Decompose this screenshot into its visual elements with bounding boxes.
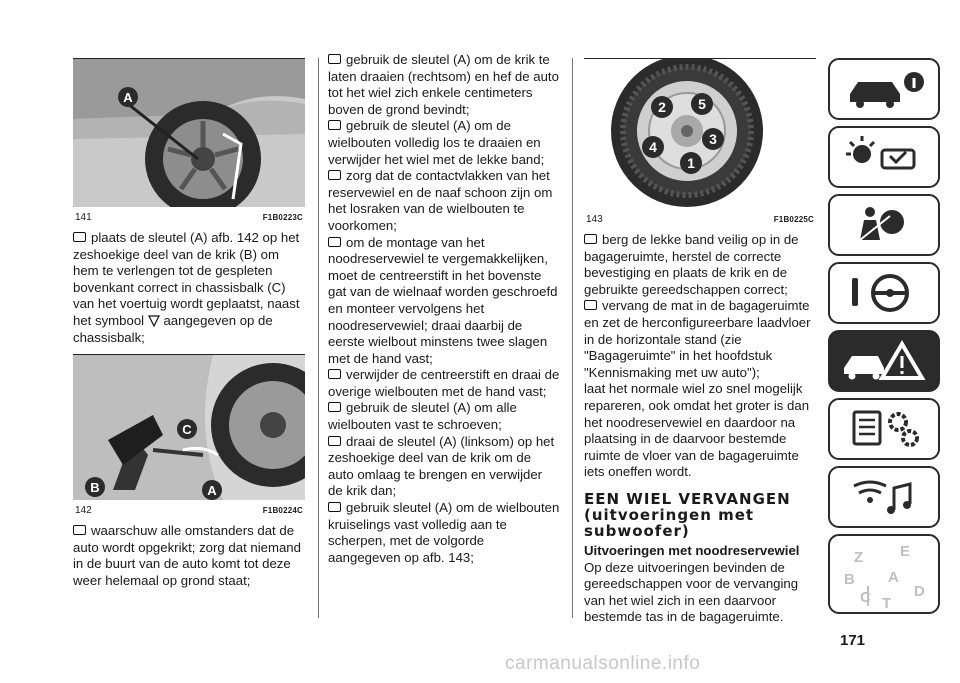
sidebar-tab-safety[interactable]	[828, 194, 940, 256]
paragraph-repair-wheel: laat het normale wiel zo snel mogelijk repareren, ook omdat het groter is dan het noodreservewiel en daardoor na plaatsing in de daarvoor bestemde ruimte de vloer van de bagageruimte iets oneffen wordt.	[584, 381, 810, 480]
airbag-safety-icon	[830, 196, 938, 254]
figure-label-a: A	[207, 483, 217, 499]
maintenance-icon	[830, 400, 938, 458]
index-letter: Z	[854, 549, 864, 566]
bullet-icon	[328, 402, 341, 412]
bullet-icon	[328, 502, 341, 512]
bullet-icon	[73, 232, 86, 242]
bullet-icon	[328, 436, 341, 446]
multimedia-icon	[830, 468, 938, 526]
figure-code: F1B0225C	[773, 215, 814, 224]
bullet-item	[328, 367, 560, 400]
index-letter: E	[900, 543, 911, 560]
figure-number: 143	[586, 214, 603, 225]
figure-label-1: 1	[687, 155, 695, 171]
bullet-item	[328, 500, 560, 566]
sidebar-tab-driving[interactable]	[828, 262, 940, 324]
bullet-text: berg de lekke band veilig op in de bagageruimte, herstel de correcte bevestiging en plaats de krik en de gebruikte gereedschappen correct;	[584, 232, 799, 297]
figure-143	[584, 58, 816, 209]
caption-141	[73, 207, 305, 224]
bullet-item	[328, 118, 560, 168]
figure-label-c: C	[182, 422, 192, 438]
figure-label-a: A	[123, 90, 133, 105]
emergency-triangle-icon	[830, 332, 938, 390]
text-jack-placement: plaats de sleutel (A) afb. 142 op het zeshoekige deel van de krik (B) om hem te verlengen tot de gespleten bovenkant correct in chassisbalk (C) van het voertuig wordt geplaatst, naast het symbool	[73, 230, 300, 328]
index-letter: B	[844, 571, 855, 588]
column-3	[584, 58, 816, 626]
figure-code: F1B0224C	[262, 506, 303, 516]
figure-number: 142	[75, 505, 92, 517]
bullet-text: gebruik de sleutel (A) om de krik te laten draaien (rechtsom) en hef de auto tot het wiel zich enkele centimeters boven de grond bevindt;	[328, 52, 559, 117]
figure-number: 141	[75, 212, 92, 223]
bullet-item	[328, 434, 560, 500]
sidebar-tab-multimedia[interactable]	[828, 466, 940, 528]
bullet-item	[328, 400, 560, 433]
column-divider	[318, 58, 319, 618]
column-1	[73, 58, 305, 590]
bullet-text: gebruik de sleutel (A) om de wielbouten volledig los te draaien en verwijder het wiel met de lekke band;	[328, 118, 545, 167]
bullet-item	[584, 298, 816, 381]
bullet-icon	[328, 369, 341, 379]
index-letter: A	[888, 569, 899, 586]
figure-label-3: 3	[709, 131, 717, 147]
figure-142	[73, 354, 305, 500]
sidebar-tab-warning-lights[interactable]	[828, 126, 940, 188]
sidebar-tab-emergency[interactable]	[828, 330, 940, 392]
text-jack-placement-end: aangegeven op de chassisbalk;	[73, 312, 273, 345]
sidebar-tab-index[interactable]	[828, 534, 940, 614]
bullet-icon	[328, 120, 341, 130]
section-heading: EEN WIEL VERVANGEN (uitvoeringen met subwoofer)	[584, 489, 791, 540]
figure-label-b: B	[90, 480, 100, 496]
paragraph-jack-placement	[73, 230, 305, 346]
bullet-item	[328, 52, 560, 118]
index-letter: T	[882, 595, 892, 612]
column-divider	[572, 58, 573, 618]
index-letter: D	[914, 583, 925, 600]
sidebar-tab-car-info[interactable]	[828, 58, 940, 120]
index-icon	[830, 536, 938, 612]
figure-label-4: 4	[649, 139, 657, 155]
bullet-text: om de montage van het noodreservewiel te vergemakkelijken, moet de centreerstift in het bovenste gat van de wielnaaf worden geschroefd en monteer vervolgens het noodreservewiel; draai daarbij de eerste wielbout minstens twee slagen met de hand vast;	[328, 234, 558, 366]
bullet-item	[584, 232, 816, 298]
car-info-icon	[830, 60, 938, 118]
figure-142-illustration	[73, 355, 305, 500]
sidebar-tab-maintenance[interactable]	[828, 398, 940, 460]
caption-142	[73, 500, 305, 517]
watermark: carmanualsonline.info	[505, 653, 701, 674]
figure-143-illustration	[584, 59, 816, 209]
figure-label-5: 5	[698, 96, 706, 112]
triangle-down-symbol-icon	[148, 315, 160, 327]
bullet-icon	[328, 170, 341, 180]
text-warn-bystanders: waarschuw alle omstanders dat de auto wordt opgekrikt; zorg dat niemand in de buurt van de auto komt tot deze weer helemaal op grond staat;	[73, 523, 301, 588]
index-letter: C	[860, 589, 871, 606]
bullet-text: draai de sleutel (A) (linksom) op het zeshoekige deel van de krik om de auto omlaag te brengen en verwijder de krik dan;	[328, 433, 555, 499]
bullet-icon	[328, 237, 341, 247]
bullet-icon	[73, 525, 86, 535]
bullet-icon	[584, 300, 597, 310]
steering-wheel-icon	[830, 264, 938, 322]
caption-143	[584, 209, 816, 226]
warning-lights-icon	[830, 128, 938, 186]
section-subheading: Uitvoeringen met noodreservewiel	[584, 542, 800, 558]
bullet-item	[328, 168, 560, 234]
bullet-text: verwijder de centreerstift en draai de overige wielbouten met de hand vast;	[328, 367, 560, 399]
paragraph-tools-location: Op deze uitvoeringen bevinden de gereedschappen voor de vervanging van het wiel zich in een daarvoor bestemde tas in de bagageruimte.	[584, 559, 799, 625]
bullet-text: gebruik sleutel (A) om de wielbouten kruiselings vast volledig aan te scherpen, met de volgorde aangegeven op afb. 143;	[328, 500, 560, 565]
figure-141	[73, 58, 305, 207]
figure-141-illustration	[73, 59, 305, 207]
bullet-icon	[584, 234, 597, 244]
figure-label-2: 2	[658, 99, 666, 115]
page-number: 171	[840, 632, 866, 649]
bullet-icon	[328, 54, 341, 64]
bullet-text: gebruik de sleutel (A) om alle wielbouten vast te schroeven;	[328, 400, 517, 433]
bullet-text: zorg dat de contactvlakken van het reservewiel en de naaf schoon zijn om het losraken van de wielbouten te voorkomen;	[328, 168, 553, 233]
figure-code: F1B0223C	[262, 213, 303, 222]
bullet-text: vervang de mat in de bagageruimte en zet de herconfigureerbare laadvloer in de horizontale stand (zie "Bagageruimte" in het hoofdstuk "Kennismaking met uw auto");	[584, 298, 811, 380]
column-2	[328, 52, 560, 566]
paragraph-warn-bystanders	[73, 523, 305, 589]
bullet-item	[328, 235, 560, 368]
